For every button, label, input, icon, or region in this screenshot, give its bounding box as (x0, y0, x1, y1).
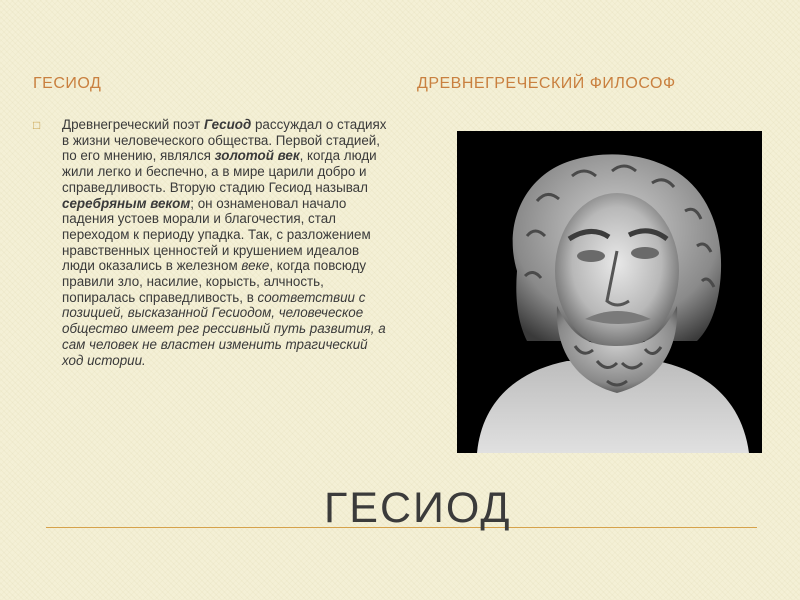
body-text-part: Древнегреческий поэт (62, 117, 205, 132)
body-text-part: , когда люди жили легко и беспечно, а в мире царили добро и справедливость. Вторую стадию Гесиод называл (62, 148, 377, 195)
body-paragraph (62, 117, 392, 368)
body-emphasis-hesiod: Гесиод (204, 117, 252, 132)
body-emphasis-silver-age: серебряным веком (62, 195, 191, 211)
heading-left: ГЕСИОД (33, 75, 102, 92)
body-italic-part: веке (241, 258, 270, 274)
body-italic-part: соответствии с позицией, высказанной Гесиодом, человеческое общество имеет рег рессивный путь развития, а сам человек не властен изменить трагический ход истории. (62, 289, 386, 368)
hesiod-bust-image (457, 131, 762, 453)
body-emphasis-golden-age: золотой век (214, 148, 300, 164)
body-text-part: , когда повсюду правили зло, насилие, корысть, алчность, попиралась справедливость, в (62, 258, 367, 305)
square-bullet-icon: □ (33, 118, 41, 132)
body-text-part: рассуждал о стадиях в жизни человеческого общества. Первой стадией, по его мнению, являлся (62, 117, 387, 164)
slide-title: ГЕСИОД (324, 484, 512, 532)
body-text-part: ; он ознаменовал начало падения устоев морали и благочестия, стал переходом к периоду упадка. Так, с разложением нравственных ценностей и крушением идеалов люди оказались в железном (62, 195, 371, 274)
heading-right: ДРЕВНЕГРЕЧЕСКИЙ ФИЛОСОФ (417, 75, 676, 92)
